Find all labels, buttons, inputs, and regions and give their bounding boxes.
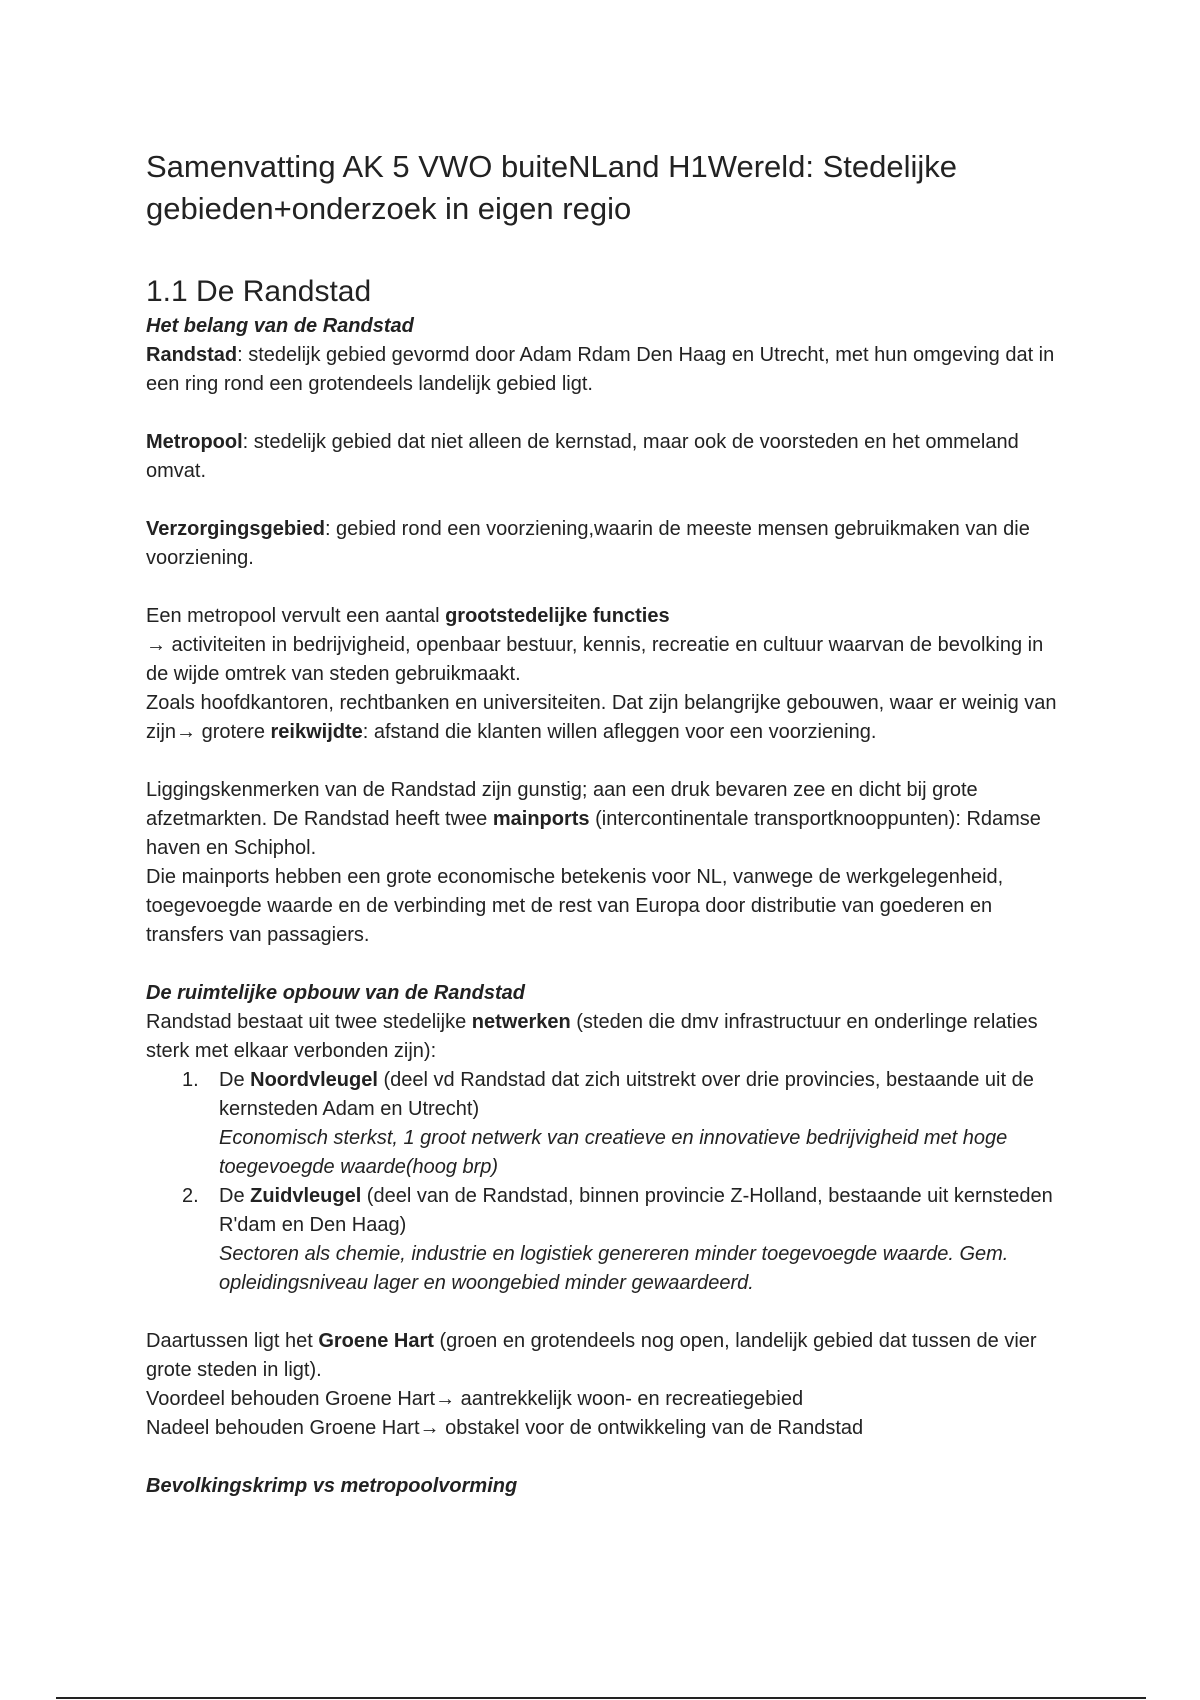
vleugels-list bbox=[146, 1066, 1066, 1298]
term-grootstedelijke-functies: grootstedelijke functies bbox=[445, 605, 670, 627]
definition-verzorgingsgebied: Verzorgingsgebied: gebied rond een voorziening,waarin de meeste mensen gebruikmaken van die voorziening. bbox=[146, 518, 1030, 569]
subheading-bevolkingskrimp: Bevolkingskrimp vs metropoolvorming bbox=[146, 1475, 518, 1497]
term-randstad: Randstad bbox=[146, 344, 238, 366]
paragraph-ligging: Liggingskenmerken van de Randstad zijn gunstig; aan een druk bevaren zee en dicht bij grote afzetmarkten. De Randstad heeft twee mainports (intercontinentale transportknooppunten): Rdamse haven en Schiphol. bbox=[146, 779, 1041, 859]
term-netwerken: netwerken bbox=[471, 1011, 571, 1033]
section-heading: 1.1 De Randstad bbox=[146, 275, 372, 308]
term-groene-hart: Groene Hart bbox=[318, 1330, 434, 1352]
subheading-ruimtelijke-opbouw: De ruimtelijke opbouw van de Randstad bbox=[146, 982, 525, 1004]
list-item: 1. De Noordvleugel (deel vd Randstad dat zich uitstrekt over drie provincies, bestaande uit de kernsteden Adam en Utrecht) Economisch sterkst, 1 groot netwerk van creatieve en innovatieve bedrijvigheid met hoge toegevoegde waarde(hoog brp) bbox=[146, 1066, 1066, 1182]
paragraph-mainports: Die mainports hebben een grote economische betekenis voor NL, vanwege de werkgelegenheid, toegevoegde waarde en de verbinding met de rest van Europa door distributie van goederen en transfers van passagiers. bbox=[146, 866, 1004, 946]
list-number: 2. bbox=[182, 1185, 199, 1207]
definition-randstad: Randstad: stedelijk gebied gevormd door Adam Rdam Den Haag en Utrecht, met hun omgeving dat in een ring rond een grotendeels landelijk gebied ligt. bbox=[146, 344, 1055, 395]
document-page bbox=[146, 146, 1066, 1501]
term-noordvleugel: Noordvleugel bbox=[250, 1069, 378, 1091]
footer-divider bbox=[56, 1697, 1146, 1699]
term-zuidvleugel: Zuidvleugel bbox=[250, 1185, 362, 1207]
paragraph-nadeel: Nadeel behouden Groene Hart→ obstakel voor de ontwikkeling van de Randstad bbox=[146, 1417, 864, 1439]
list-number: 1. bbox=[182, 1069, 199, 1091]
paragraph-groene-hart: Daartussen ligt het Groene Hart (groen en grotendeels nog open, landelijk gebied dat tussen de vier grote steden in ligt). bbox=[146, 1330, 1037, 1381]
paragraph-functies-intro: Een metropool vervult een aantal grootstedelijke functies bbox=[146, 605, 670, 627]
list-item: 2. De Zuidvleugel (deel van de Randstad, binnen provincie Z-Holland, bestaande uit kernsteden R'dam en Den Haag) Sectoren als chemie, industrie en logistiek genereren minder toegevoegde waarde. Gem. opleidingsniveau lager en woongebied minder gewaardeerd. bbox=[146, 1182, 1066, 1298]
list-note: Economisch sterkst, 1 groot netwerk van creatieve en innovatieve bedrijvigheid met hoge toegevoegde waarde(hoog brp) bbox=[219, 1127, 1008, 1178]
subheading-belang: Het belang van de Randstad bbox=[146, 315, 414, 337]
term-metropool: Metropool bbox=[146, 431, 243, 453]
paragraph-functies-arrow: → activiteiten in bedrijvigheid, openbaar bestuur, kennis, recreatie en cultuur waarvan de bevolking in de wijde omtrek van steden gebruikmaakt. bbox=[146, 634, 1044, 685]
list-note: Sectoren als chemie, industrie en logistiek genereren minder toegevoegde waarde. Gem. opleidingsniveau lager en woongebied minder gewaardeerd. bbox=[219, 1243, 1009, 1294]
document-title: Samenvatting AK 5 VWO buiteNLand H1Wereld: Stedelijke gebieden+onderzoek in eigen regio bbox=[146, 149, 958, 226]
paragraph-functies-reikwijdte: Zoals hoofdkantoren, rechtbanken en universiteiten. Dat zijn belangrijke gebouwen, waar er weinig van zijn→ grotere reikwijdte: afstand die klanten willen afleggen voor een voorziening. bbox=[146, 692, 1057, 743]
term-mainports: mainports bbox=[492, 808, 590, 830]
paragraph-netwerken: Randstad bestaat uit twee stedelijke netwerken (steden die dmv infrastructuur en onderlinge relaties sterk met elkaar verbonden zijn): bbox=[146, 1011, 1038, 1062]
paragraph-voordeel: Voordeel behouden Groene Hart→ aantrekkelijk woon- en recreatiegebied bbox=[146, 1388, 804, 1410]
term-verzorgingsgebied: Verzorgingsgebied bbox=[146, 518, 325, 540]
term-reikwijdte: reikwijdte bbox=[270, 721, 363, 743]
definition-metropool: Metropool: stedelijk gebied dat niet alleen de kernstad, maar ook de voorsteden en het ommeland omvat. bbox=[146, 431, 1019, 482]
